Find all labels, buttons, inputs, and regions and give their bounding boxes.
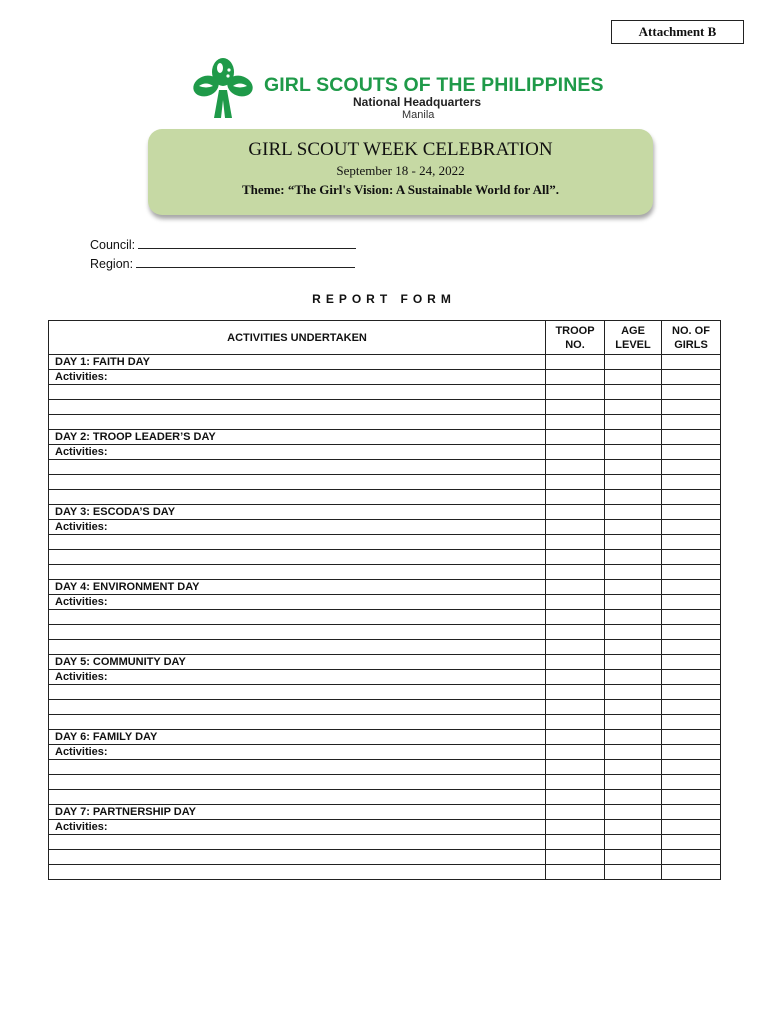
no-of-girls-cell[interactable]	[662, 490, 721, 505]
activity-entry-row	[49, 490, 721, 505]
region-label: Region:	[90, 257, 134, 271]
activities-label: Activities:	[49, 820, 546, 835]
troop-no-cell[interactable]	[546, 550, 605, 565]
activity-entry-row	[49, 475, 721, 490]
troop-no-cell[interactable]	[546, 370, 605, 385]
age-level-cell[interactable]	[605, 445, 662, 460]
activities-label-row	[49, 370, 721, 385]
age-level-cell[interactable]	[605, 580, 662, 595]
activity-entry-row	[49, 700, 721, 715]
activity-entry-row	[49, 760, 721, 775]
no-of-girls-cell[interactable]	[662, 430, 721, 445]
report-table	[48, 320, 721, 880]
day-label: DAY 5: COMMUNITY DAY	[49, 655, 546, 670]
activity-entry-row	[49, 625, 721, 640]
no-of-girls-cell[interactable]	[662, 505, 721, 520]
day-label: DAY 2: TROOP LEADER’S DAY	[49, 430, 546, 445]
day-label: DAY 6: FAMILY DAY	[49, 730, 546, 745]
troop-no-cell[interactable]	[546, 790, 605, 805]
no-of-girls-cell[interactable]	[662, 355, 721, 370]
troop-no-cell[interactable]	[546, 460, 605, 475]
age-level-cell[interactable]	[605, 490, 662, 505]
banner-title: GIRL SCOUT WEEK CELEBRATION	[248, 139, 553, 160]
activity-entry-cell[interactable]	[49, 475, 546, 490]
activity-entry-row	[49, 865, 721, 880]
no-of-girls-cell[interactable]	[662, 580, 721, 595]
activity-entry-cell[interactable]	[49, 535, 546, 550]
activity-entry-cell[interactable]	[49, 790, 546, 805]
troop-no-cell[interactable]	[546, 415, 605, 430]
no-of-girls-cell[interactable]	[662, 700, 721, 715]
age-level-cell[interactable]	[605, 385, 662, 400]
no-of-girls-cell[interactable]	[662, 385, 721, 400]
activity-entry-cell[interactable]	[49, 385, 546, 400]
table-header-row	[49, 321, 721, 355]
day-label: DAY 3: ESCODA’S DAY	[49, 505, 546, 520]
day-header-row	[49, 805, 721, 820]
age-level-cell[interactable]	[605, 400, 662, 415]
age-level-cell[interactable]	[605, 745, 662, 760]
age-level-cell[interactable]	[605, 520, 662, 535]
activity-entry-row	[49, 400, 721, 415]
troop-no-cell[interactable]	[546, 430, 605, 445]
activity-entry-cell[interactable]	[49, 775, 546, 790]
troop-no-cell[interactable]	[546, 595, 605, 610]
age-level-cell[interactable]	[605, 535, 662, 550]
day-header-row	[49, 655, 721, 670]
troop-no-cell[interactable]	[546, 655, 605, 670]
no-of-girls-cell[interactable]	[662, 520, 721, 535]
age-level-cell[interactable]	[605, 760, 662, 775]
troop-no-cell[interactable]	[546, 445, 605, 460]
activities-label-row	[49, 745, 721, 760]
troop-no-cell[interactable]	[546, 400, 605, 415]
activities-label: Activities:	[49, 520, 546, 535]
no-of-girls-cell[interactable]	[662, 805, 721, 820]
banner-dates: September 18 - 24, 2022	[336, 163, 465, 178]
troop-no-cell[interactable]	[546, 505, 605, 520]
activity-entry-cell[interactable]	[49, 400, 546, 415]
age-level-cell[interactable]	[605, 655, 662, 670]
troop-no-cell[interactable]	[546, 820, 605, 835]
age-level-cell[interactable]	[605, 610, 662, 625]
troop-no-cell[interactable]	[546, 865, 605, 880]
age-level-cell[interactable]	[605, 640, 662, 655]
no-of-girls-cell[interactable]	[662, 760, 721, 775]
activities-label-row	[49, 670, 721, 685]
no-of-girls-cell[interactable]	[662, 775, 721, 790]
activity-entry-row	[49, 715, 721, 730]
no-of-girls-cell[interactable]	[662, 745, 721, 760]
age-level-cell[interactable]	[605, 820, 662, 835]
activities-label: Activities:	[49, 595, 546, 610]
no-of-girls-cell[interactable]	[662, 865, 721, 880]
activity-entry-cell[interactable]	[49, 610, 546, 625]
troop-no-cell[interactable]	[546, 805, 605, 820]
activity-entry-cell[interactable]	[49, 415, 546, 430]
age-level-cell[interactable]	[605, 850, 662, 865]
activities-label: Activities:	[49, 670, 546, 685]
age-level-cell[interactable]	[605, 790, 662, 805]
activity-entry-row	[49, 565, 721, 580]
column-header-age-level: AGE LEVEL	[605, 321, 662, 355]
no-of-girls-cell[interactable]	[662, 835, 721, 850]
no-of-girls-cell[interactable]	[662, 370, 721, 385]
no-of-girls-cell[interactable]	[662, 685, 721, 700]
no-of-girls-cell[interactable]	[662, 475, 721, 490]
activity-entry-row	[49, 460, 721, 475]
troop-no-cell[interactable]	[546, 565, 605, 580]
activity-entry-cell[interactable]	[49, 865, 546, 880]
activity-entry-cell[interactable]	[49, 640, 546, 655]
column-header-no-of-girls: NO. OF GIRLS	[662, 321, 721, 355]
day-header-row	[49, 355, 721, 370]
day-label: DAY 1: FAITH DAY	[49, 355, 546, 370]
city-label: Manila	[402, 109, 435, 121]
activity-entry-cell[interactable]	[49, 490, 546, 505]
activity-entry-row	[49, 835, 721, 850]
no-of-girls-cell[interactable]	[662, 670, 721, 685]
activity-entry-row	[49, 685, 721, 700]
age-level-cell[interactable]	[605, 370, 662, 385]
day-header-row	[49, 730, 721, 745]
troop-no-cell[interactable]	[546, 835, 605, 850]
troop-no-cell[interactable]	[546, 685, 605, 700]
no-of-girls-cell[interactable]	[662, 400, 721, 415]
activity-entry-row	[49, 610, 721, 625]
activity-entry-cell[interactable]	[49, 700, 546, 715]
troop-no-cell[interactable]	[546, 715, 605, 730]
column-header-activities: ACTIVITIES UNDERTAKEN	[49, 321, 546, 355]
council-label: Council:	[90, 238, 136, 252]
no-of-girls-cell[interactable]	[662, 655, 721, 670]
activity-entry-cell[interactable]	[49, 685, 546, 700]
activities-label: Activities:	[49, 445, 546, 460]
activities-label: Activities:	[49, 745, 546, 760]
activity-entry-cell[interactable]	[49, 835, 546, 850]
activity-entry-cell[interactable]	[49, 760, 546, 775]
no-of-girls-cell[interactable]	[662, 535, 721, 550]
day-header-row	[49, 580, 721, 595]
troop-no-cell[interactable]	[546, 580, 605, 595]
activity-entry-cell[interactable]	[49, 625, 546, 640]
activity-entry-cell[interactable]	[49, 550, 546, 565]
troop-no-cell[interactable]	[546, 640, 605, 655]
region-input-line[interactable]	[136, 256, 355, 268]
age-level-cell[interactable]	[605, 415, 662, 430]
troop-no-cell[interactable]	[546, 385, 605, 400]
troop-no-cell[interactable]	[546, 475, 605, 490]
activities-label-row	[49, 595, 721, 610]
troop-no-cell[interactable]	[546, 745, 605, 760]
no-of-girls-cell[interactable]	[662, 625, 721, 640]
activity-entry-cell[interactable]	[49, 565, 546, 580]
no-of-girls-cell[interactable]	[662, 415, 721, 430]
column-header-troop-no: TROOP NO.	[546, 321, 605, 355]
no-of-girls-cell[interactable]	[662, 850, 721, 865]
activity-entry-row	[49, 535, 721, 550]
age-level-cell[interactable]	[605, 355, 662, 370]
age-level-cell[interactable]	[605, 595, 662, 610]
troop-no-cell[interactable]	[546, 850, 605, 865]
activity-entry-cell[interactable]	[49, 460, 546, 475]
banner-theme: Theme: “The Girl's Vision: A Sustainable World for All”.	[242, 182, 559, 197]
activity-entry-row	[49, 640, 721, 655]
age-level-cell[interactable]	[605, 430, 662, 445]
troop-no-cell[interactable]	[546, 760, 605, 775]
no-of-girls-cell[interactable]	[662, 730, 721, 745]
report-table-body	[49, 355, 721, 880]
activity-entry-row	[49, 775, 721, 790]
age-level-cell[interactable]	[605, 670, 662, 685]
activity-entry-row	[49, 790, 721, 805]
attachment-label: Attachment B	[611, 20, 744, 44]
age-level-cell[interactable]	[605, 700, 662, 715]
age-level-cell[interactable]	[605, 550, 662, 565]
no-of-girls-cell[interactable]	[662, 595, 721, 610]
troop-no-cell[interactable]	[546, 775, 605, 790]
no-of-girls-cell[interactable]	[662, 790, 721, 805]
activity-entry-row	[49, 850, 721, 865]
age-level-cell[interactable]	[605, 505, 662, 520]
activities-label-row	[49, 820, 721, 835]
activity-entry-row	[49, 415, 721, 430]
no-of-girls-cell[interactable]	[662, 820, 721, 835]
trefoil-icon	[190, 54, 256, 120]
no-of-girls-cell[interactable]	[662, 715, 721, 730]
troop-no-cell[interactable]	[546, 355, 605, 370]
activities-label: Activities:	[49, 370, 546, 385]
day-label: DAY 7: PARTNERSHIP DAY	[49, 805, 546, 820]
age-level-cell[interactable]	[605, 775, 662, 790]
activity-entry-row	[49, 550, 721, 565]
no-of-girls-cell[interactable]	[662, 550, 721, 565]
troop-no-cell[interactable]	[546, 610, 605, 625]
activity-entry-row	[49, 385, 721, 400]
celebration-banner	[148, 129, 653, 215]
no-of-girls-cell[interactable]	[662, 460, 721, 475]
age-level-cell[interactable]	[605, 805, 662, 820]
age-level-cell[interactable]	[605, 865, 662, 880]
age-level-cell[interactable]	[605, 475, 662, 490]
no-of-girls-cell[interactable]	[662, 610, 721, 625]
council-field	[90, 237, 356, 252]
age-level-cell[interactable]	[605, 715, 662, 730]
age-level-cell[interactable]	[605, 835, 662, 850]
region-field	[90, 256, 355, 271]
troop-no-cell[interactable]	[546, 520, 605, 535]
no-of-girls-cell[interactable]	[662, 445, 721, 460]
activity-entry-cell[interactable]	[49, 850, 546, 865]
report-form-title: REPORT FORM	[312, 292, 456, 306]
council-input-line[interactable]	[138, 237, 356, 249]
day-header-row	[49, 430, 721, 445]
activities-label-row	[49, 445, 721, 460]
age-level-cell[interactable]	[605, 685, 662, 700]
age-level-cell[interactable]	[605, 460, 662, 475]
activities-label-row	[49, 520, 721, 535]
troop-no-cell[interactable]	[546, 535, 605, 550]
troop-no-cell[interactable]	[546, 490, 605, 505]
day-header-row	[49, 505, 721, 520]
no-of-girls-cell[interactable]	[662, 565, 721, 580]
activity-entry-cell[interactable]	[49, 715, 546, 730]
day-label: DAY 4: ENVIRONMENT DAY	[49, 580, 546, 595]
age-level-cell[interactable]	[605, 625, 662, 640]
age-level-cell[interactable]	[605, 730, 662, 745]
troop-no-cell[interactable]	[546, 625, 605, 640]
age-level-cell[interactable]	[605, 565, 662, 580]
troop-no-cell[interactable]	[546, 670, 605, 685]
headquarters-label: National Headquarters	[353, 95, 482, 109]
troop-no-cell[interactable]	[546, 730, 605, 745]
no-of-girls-cell[interactable]	[662, 640, 721, 655]
org-name: GIRL SCOUTS OF THE PHILIPPINES	[264, 74, 604, 96]
troop-no-cell[interactable]	[546, 700, 605, 715]
